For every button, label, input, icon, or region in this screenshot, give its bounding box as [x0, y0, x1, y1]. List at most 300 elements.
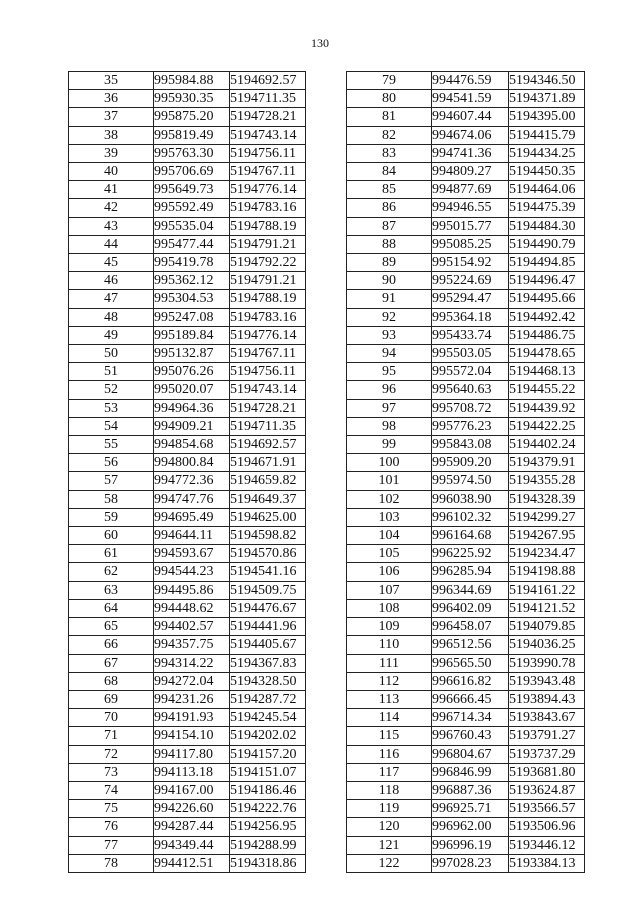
- x-coordinate-cell: 996846.99: [432, 763, 509, 781]
- point-number-cell: 55: [69, 436, 154, 454]
- y-coordinate-cell: 5194692.57: [230, 436, 306, 454]
- table-row: [347, 781, 585, 799]
- y-coordinate-cell: 5194728.21: [230, 108, 306, 126]
- table-row: [69, 326, 306, 344]
- table-row: [347, 508, 585, 526]
- y-coordinate-cell: 5194788.19: [230, 217, 306, 235]
- x-coordinate-cell: 994946.55: [432, 199, 509, 217]
- x-coordinate-cell: 995909.20: [432, 454, 509, 472]
- x-coordinate-cell: 995154.92: [432, 254, 509, 272]
- point-number-cell: 85: [347, 181, 432, 199]
- table-row: [69, 581, 306, 599]
- y-coordinate-cell: 5194256.95: [230, 818, 306, 836]
- y-coordinate-cell: 5194157.20: [230, 745, 306, 763]
- point-number-cell: 53: [69, 399, 154, 417]
- page-number: 130: [311, 36, 329, 50]
- x-coordinate-cell: 995477.44: [154, 235, 230, 253]
- table-row: [69, 363, 306, 381]
- table-row: [69, 72, 306, 90]
- x-coordinate-cell: 996344.69: [432, 581, 509, 599]
- table-row: [69, 527, 306, 545]
- table-row: [69, 272, 306, 290]
- y-coordinate-cell: 5194743.14: [230, 381, 306, 399]
- table-row: [347, 90, 585, 108]
- point-number-cell: 122: [347, 854, 432, 872]
- point-number-cell: 60: [69, 527, 154, 545]
- x-coordinate-cell: 994644.11: [154, 527, 230, 545]
- table-row: [347, 618, 585, 636]
- table-row: [347, 272, 585, 290]
- x-coordinate-cell: 997028.23: [432, 854, 509, 872]
- y-coordinate-cell: 5194402.24: [509, 436, 585, 454]
- y-coordinate-cell: 5194783.16: [230, 308, 306, 326]
- table-row: [347, 545, 585, 563]
- point-number-cell: 46: [69, 272, 154, 290]
- point-number-cell: 69: [69, 690, 154, 708]
- table-row: [69, 508, 306, 526]
- table-row: [347, 763, 585, 781]
- point-number-cell: 118: [347, 781, 432, 799]
- y-coordinate-cell: 5194792.22: [230, 254, 306, 272]
- point-number-cell: 104: [347, 527, 432, 545]
- table-row: [69, 800, 306, 818]
- table-row: [347, 563, 585, 581]
- table-row: [347, 854, 585, 872]
- x-coordinate-cell: 994607.44: [432, 108, 509, 126]
- x-coordinate-cell: 995076.26: [154, 363, 230, 381]
- y-coordinate-cell: 5194234.47: [509, 545, 585, 563]
- point-number-cell: 78: [69, 854, 154, 872]
- table-row: [347, 472, 585, 490]
- point-number-cell: 90: [347, 272, 432, 290]
- table-row: [347, 800, 585, 818]
- y-coordinate-cell: 5194328.39: [509, 490, 585, 508]
- point-number-cell: 102: [347, 490, 432, 508]
- x-coordinate-cell: 995224.69: [432, 272, 509, 290]
- point-number-cell: 110: [347, 636, 432, 654]
- y-coordinate-cell: 5194367.83: [230, 654, 306, 672]
- point-number-cell: 47: [69, 290, 154, 308]
- point-number-cell: 71: [69, 727, 154, 745]
- x-coordinate-cell: 995763.30: [154, 144, 230, 162]
- table-row: [69, 690, 306, 708]
- y-coordinate-cell: 5194346.50: [509, 72, 585, 90]
- x-coordinate-cell: 996225.92: [432, 545, 509, 563]
- x-coordinate-cell: 994747.76: [154, 490, 230, 508]
- y-coordinate-cell: 5193791.27: [509, 727, 585, 745]
- x-coordinate-cell: 995819.49: [154, 126, 230, 144]
- table-row: [69, 290, 306, 308]
- x-coordinate-cell: 996458.07: [432, 618, 509, 636]
- y-coordinate-cell: 5194151.07: [230, 763, 306, 781]
- point-number-cell: 79: [347, 72, 432, 90]
- table-row: [347, 199, 585, 217]
- x-coordinate-cell: 994544.23: [154, 563, 230, 581]
- y-coordinate-cell: 5194625.00: [230, 508, 306, 526]
- point-number-cell: 109: [347, 618, 432, 636]
- y-coordinate-cell: 5194570.86: [230, 545, 306, 563]
- table-row: [69, 490, 306, 508]
- x-coordinate-cell: 995535.04: [154, 217, 230, 235]
- table-row: [347, 217, 585, 235]
- point-number-cell: 97: [347, 399, 432, 417]
- y-coordinate-cell: 5194198.88: [509, 563, 585, 581]
- point-number-cell: 58: [69, 490, 154, 508]
- x-coordinate-cell: 994476.59: [432, 72, 509, 90]
- point-number-cell: 96: [347, 381, 432, 399]
- point-number-cell: 89: [347, 254, 432, 272]
- point-number-cell: 36: [69, 90, 154, 108]
- x-coordinate-cell: 994167.00: [154, 781, 230, 799]
- y-coordinate-cell: 5194245.54: [230, 709, 306, 727]
- point-number-cell: 51: [69, 363, 154, 381]
- x-coordinate-cell: 995708.72: [432, 399, 509, 417]
- point-number-cell: 76: [69, 818, 154, 836]
- point-number-cell: 119: [347, 800, 432, 818]
- y-coordinate-cell: 5194783.16: [230, 199, 306, 217]
- point-number-cell: 116: [347, 745, 432, 763]
- y-coordinate-cell: 5194509.75: [230, 581, 306, 599]
- x-coordinate-cell: 995930.35: [154, 90, 230, 108]
- point-number-cell: 68: [69, 672, 154, 690]
- point-number-cell: 108: [347, 599, 432, 617]
- point-number-cell: 93: [347, 326, 432, 344]
- table-row: [347, 709, 585, 727]
- table-row: [69, 563, 306, 581]
- table-row: [69, 818, 306, 836]
- y-coordinate-cell: 5193681.80: [509, 763, 585, 781]
- table-row: [69, 836, 306, 854]
- x-coordinate-cell: 994287.44: [154, 818, 230, 836]
- point-number-cell: 39: [69, 144, 154, 162]
- table-row: [69, 90, 306, 108]
- y-coordinate-cell: 5194299.27: [509, 508, 585, 526]
- y-coordinate-cell: 5194767.11: [230, 163, 306, 181]
- y-coordinate-cell: 5194728.21: [230, 399, 306, 417]
- point-number-cell: 86: [347, 199, 432, 217]
- x-coordinate-cell: 994154.10: [154, 727, 230, 745]
- point-number-cell: 62: [69, 563, 154, 581]
- x-coordinate-cell: 994772.36: [154, 472, 230, 490]
- point-number-cell: 84: [347, 163, 432, 181]
- point-number-cell: 70: [69, 709, 154, 727]
- x-coordinate-cell: 995247.08: [154, 308, 230, 326]
- x-coordinate-cell: 994113.18: [154, 763, 230, 781]
- point-number-cell: 95: [347, 363, 432, 381]
- y-coordinate-cell: 5194496.47: [509, 272, 585, 290]
- y-coordinate-cell: 5193506.96: [509, 818, 585, 836]
- y-coordinate-cell: 5194776.14: [230, 181, 306, 199]
- point-number-cell: 64: [69, 599, 154, 617]
- table-row: [347, 654, 585, 672]
- point-number-cell: 98: [347, 417, 432, 435]
- y-coordinate-cell: 5194328.50: [230, 672, 306, 690]
- y-coordinate-cell: 5194649.37: [230, 490, 306, 508]
- point-number-cell: 80: [347, 90, 432, 108]
- table-row: [69, 745, 306, 763]
- x-coordinate-cell: 996285.94: [432, 563, 509, 581]
- y-coordinate-cell: 5193566.57: [509, 800, 585, 818]
- y-coordinate-cell: 5194476.67: [230, 599, 306, 617]
- point-number-cell: 103: [347, 508, 432, 526]
- point-number-cell: 83: [347, 144, 432, 162]
- x-coordinate-cell: 996804.67: [432, 745, 509, 763]
- point-number-cell: 113: [347, 690, 432, 708]
- table-row: [69, 235, 306, 253]
- table-row: [347, 454, 585, 472]
- point-number-cell: 82: [347, 126, 432, 144]
- table-row: [69, 108, 306, 126]
- x-coordinate-cell: 994448.62: [154, 599, 230, 617]
- x-coordinate-cell: 994402.57: [154, 618, 230, 636]
- point-number-cell: 41: [69, 181, 154, 199]
- y-coordinate-cell: 5194405.67: [230, 636, 306, 654]
- table-row: [69, 345, 306, 363]
- table-row: [69, 399, 306, 417]
- point-number-cell: 107: [347, 581, 432, 599]
- table-row: [347, 108, 585, 126]
- point-number-cell: 57: [69, 472, 154, 490]
- table-row: [69, 781, 306, 799]
- table-row: [347, 181, 585, 199]
- x-coordinate-cell: 994314.22: [154, 654, 230, 672]
- y-coordinate-cell: 5193843.67: [509, 709, 585, 727]
- point-number-cell: 75: [69, 800, 154, 818]
- x-coordinate-cell: 994741.36: [432, 144, 509, 162]
- y-coordinate-cell: 5194267.95: [509, 527, 585, 545]
- table-row: [69, 144, 306, 162]
- y-coordinate-cell: 5194186.46: [230, 781, 306, 799]
- point-number-cell: 42: [69, 199, 154, 217]
- x-coordinate-cell: 994117.80: [154, 745, 230, 763]
- y-coordinate-cell: 5194490.79: [509, 235, 585, 253]
- y-coordinate-cell: 5194791.21: [230, 235, 306, 253]
- table-row: [347, 144, 585, 162]
- x-coordinate-cell: 994231.26: [154, 690, 230, 708]
- y-coordinate-cell: 5194222.76: [230, 800, 306, 818]
- y-coordinate-cell: 5193384.13: [509, 854, 585, 872]
- x-coordinate-cell: 994412.51: [154, 854, 230, 872]
- point-number-cell: 73: [69, 763, 154, 781]
- table-row: [347, 490, 585, 508]
- x-coordinate-cell: 994695.49: [154, 508, 230, 526]
- y-coordinate-cell: 5194767.11: [230, 345, 306, 363]
- point-number-cell: 66: [69, 636, 154, 654]
- x-coordinate-cell: 996887.36: [432, 781, 509, 799]
- table-row: [69, 672, 306, 690]
- x-coordinate-cell: 994809.27: [432, 163, 509, 181]
- x-coordinate-cell: 996402.09: [432, 599, 509, 617]
- point-number-cell: 40: [69, 163, 154, 181]
- y-coordinate-cell: 5194495.66: [509, 290, 585, 308]
- x-coordinate-cell: 994272.04: [154, 672, 230, 690]
- x-coordinate-cell: 994357.75: [154, 636, 230, 654]
- y-coordinate-cell: 5194450.35: [509, 163, 585, 181]
- x-coordinate-cell: 996102.32: [432, 508, 509, 526]
- x-coordinate-cell: 995875.20: [154, 108, 230, 126]
- y-coordinate-cell: 5194492.42: [509, 308, 585, 326]
- x-coordinate-cell: 996038.90: [432, 490, 509, 508]
- point-number-cell: 92: [347, 308, 432, 326]
- point-number-cell: 43: [69, 217, 154, 235]
- y-coordinate-cell: 5194318.86: [230, 854, 306, 872]
- y-coordinate-cell: 5194478.65: [509, 345, 585, 363]
- x-coordinate-cell: 994877.69: [432, 181, 509, 199]
- point-number-cell: 106: [347, 563, 432, 581]
- y-coordinate-cell: 5194455.22: [509, 381, 585, 399]
- point-number-cell: 115: [347, 727, 432, 745]
- point-number-cell: 120: [347, 818, 432, 836]
- point-number-cell: 100: [347, 454, 432, 472]
- x-coordinate-cell: 995640.63: [432, 381, 509, 399]
- y-coordinate-cell: 5194692.57: [230, 72, 306, 90]
- y-coordinate-cell: 5194541.16: [230, 563, 306, 581]
- x-coordinate-cell: 995189.84: [154, 326, 230, 344]
- point-number-cell: 88: [347, 235, 432, 253]
- table-row: [69, 163, 306, 181]
- point-number-cell: 59: [69, 508, 154, 526]
- x-coordinate-cell: 996925.71: [432, 800, 509, 818]
- y-coordinate-cell: 5194468.13: [509, 363, 585, 381]
- x-coordinate-cell: 996760.43: [432, 727, 509, 745]
- x-coordinate-cell: 995649.73: [154, 181, 230, 199]
- x-coordinate-cell: 994909.21: [154, 417, 230, 435]
- y-coordinate-cell: 5194439.92: [509, 399, 585, 417]
- x-coordinate-cell: 996616.82: [432, 672, 509, 690]
- point-number-cell: 50: [69, 345, 154, 363]
- x-coordinate-cell: 995020.07: [154, 381, 230, 399]
- y-coordinate-cell: 5193943.48: [509, 672, 585, 690]
- table-row: [69, 254, 306, 272]
- table-row: [69, 654, 306, 672]
- table-row: [347, 345, 585, 363]
- point-number-cell: 112: [347, 672, 432, 690]
- y-coordinate-cell: 5194288.99: [230, 836, 306, 854]
- table-row: [347, 254, 585, 272]
- y-coordinate-cell: 5194659.82: [230, 472, 306, 490]
- y-coordinate-cell: 5194484.30: [509, 217, 585, 235]
- x-coordinate-cell: 996512.56: [432, 636, 509, 654]
- table-row: [347, 436, 585, 454]
- y-coordinate-cell: 5194743.14: [230, 126, 306, 144]
- table-row: [347, 126, 585, 144]
- x-coordinate-cell: 996962.00: [432, 818, 509, 836]
- y-coordinate-cell: 5194788.19: [230, 290, 306, 308]
- point-number-cell: 45: [69, 254, 154, 272]
- x-coordinate-cell: 996565.50: [432, 654, 509, 672]
- table-row: [69, 381, 306, 399]
- x-coordinate-cell: 995304.53: [154, 290, 230, 308]
- table-row: [69, 417, 306, 435]
- point-number-cell: 72: [69, 745, 154, 763]
- point-number-cell: 81: [347, 108, 432, 126]
- y-coordinate-cell: 5194036.25: [509, 636, 585, 654]
- x-coordinate-cell: 995706.69: [154, 163, 230, 181]
- table-row: [69, 709, 306, 727]
- table-row: [347, 690, 585, 708]
- x-coordinate-cell: 996164.68: [432, 527, 509, 545]
- y-coordinate-cell: 5194441.96: [230, 618, 306, 636]
- y-coordinate-cell: 5194434.25: [509, 144, 585, 162]
- y-coordinate-cell: 5194422.25: [509, 417, 585, 435]
- x-coordinate-cell: 994541.59: [432, 90, 509, 108]
- table-row: [347, 727, 585, 745]
- point-number-cell: 77: [69, 836, 154, 854]
- y-coordinate-cell: 5194486.75: [509, 326, 585, 344]
- table-row: [69, 763, 306, 781]
- y-coordinate-cell: 5194395.00: [509, 108, 585, 126]
- table-row: [347, 72, 585, 90]
- point-number-cell: 114: [347, 709, 432, 727]
- x-coordinate-cell: 995015.77: [432, 217, 509, 235]
- point-number-cell: 56: [69, 454, 154, 472]
- y-coordinate-cell: 5194355.28: [509, 472, 585, 490]
- x-coordinate-cell: 995085.25: [432, 235, 509, 253]
- y-coordinate-cell: 5194079.85: [509, 618, 585, 636]
- x-coordinate-cell: 995364.18: [432, 308, 509, 326]
- x-coordinate-cell: 996714.34: [432, 709, 509, 727]
- table-row: [69, 436, 306, 454]
- x-coordinate-cell: 994800.84: [154, 454, 230, 472]
- x-coordinate-cell: 995132.87: [154, 345, 230, 363]
- table-row: [347, 836, 585, 854]
- point-number-cell: 44: [69, 235, 154, 253]
- y-coordinate-cell: 5193990.78: [509, 654, 585, 672]
- x-coordinate-cell: 995362.12: [154, 272, 230, 290]
- x-coordinate-cell: 994674.06: [432, 126, 509, 144]
- point-number-cell: 61: [69, 545, 154, 563]
- x-coordinate-cell: 995419.78: [154, 254, 230, 272]
- table-row: [69, 854, 306, 872]
- x-coordinate-cell: 994593.67: [154, 545, 230, 563]
- table-row: [69, 472, 306, 490]
- y-coordinate-cell: 5194756.11: [230, 363, 306, 381]
- y-coordinate-cell: 5194711.35: [230, 90, 306, 108]
- y-coordinate-cell: 5194415.79: [509, 126, 585, 144]
- x-coordinate-cell: 994964.36: [154, 399, 230, 417]
- point-number-cell: 54: [69, 417, 154, 435]
- table-row: [347, 399, 585, 417]
- table-row: [347, 818, 585, 836]
- table-row: [347, 235, 585, 253]
- x-coordinate-cell: 995294.47: [432, 290, 509, 308]
- y-coordinate-cell: 5194464.06: [509, 181, 585, 199]
- table-row: [69, 217, 306, 235]
- x-coordinate-cell: 995974.50: [432, 472, 509, 490]
- y-coordinate-cell: 5194598.82: [230, 527, 306, 545]
- table-row: [347, 581, 585, 599]
- y-coordinate-cell: 5193894.43: [509, 690, 585, 708]
- point-number-cell: 37: [69, 108, 154, 126]
- y-coordinate-cell: 5194756.11: [230, 144, 306, 162]
- point-number-cell: 48: [69, 308, 154, 326]
- x-coordinate-cell: 995592.49: [154, 199, 230, 217]
- x-coordinate-cell: 994495.86: [154, 581, 230, 599]
- x-coordinate-cell: 995433.74: [432, 326, 509, 344]
- y-coordinate-cell: 5194711.35: [230, 417, 306, 435]
- table-row: [69, 199, 306, 217]
- table-row: [347, 381, 585, 399]
- table-row: [347, 672, 585, 690]
- point-number-cell: 35: [69, 72, 154, 90]
- x-coordinate-cell: 996666.45: [432, 690, 509, 708]
- x-coordinate-cell: 995843.08: [432, 436, 509, 454]
- point-number-cell: 74: [69, 781, 154, 799]
- table-row: [347, 417, 585, 435]
- x-coordinate-cell: 995776.23: [432, 417, 509, 435]
- table-row: [69, 308, 306, 326]
- point-number-cell: 52: [69, 381, 154, 399]
